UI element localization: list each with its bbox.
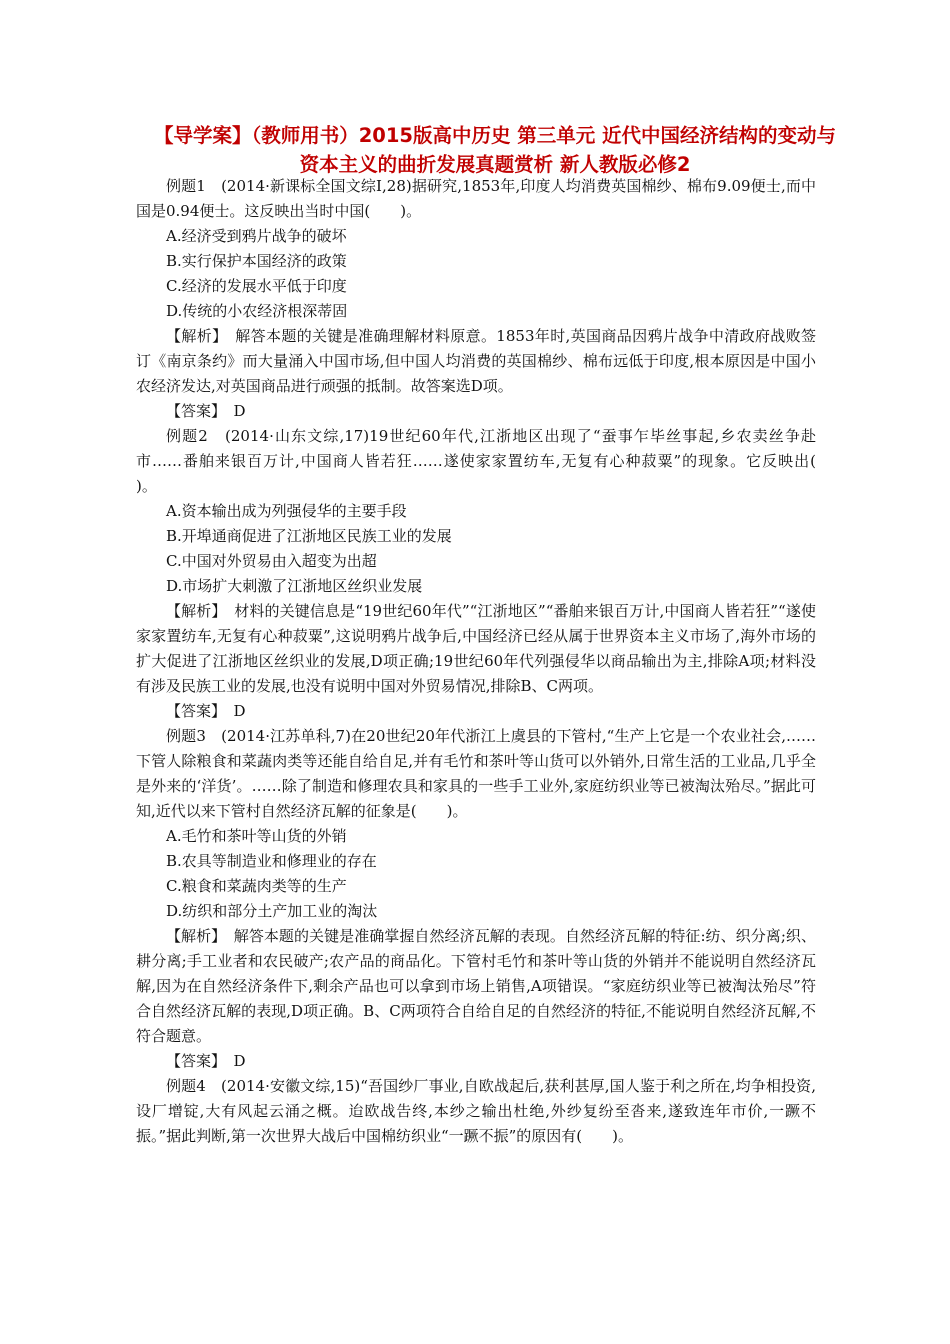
question-1-option-c: C.经济的发展水平低于印度 (166, 277, 347, 295)
question-2-option-d: D.市场扩大刺激了江浙地区丝织业发展 (166, 577, 423, 595)
question-1-option-a: A.经济受到鸦片战争的破坏 (166, 227, 347, 245)
question-3-option-a: A.毛竹和茶叶等山货的外销 (166, 827, 347, 845)
question-3-analysis: 【解析】 解答本题的关键是准确掌握自然经济瓦解的表现。自然经济瓦解的特征:纺、织分离;织、耕分离;手工业者和农民破产;农产品的商品化。下管村毛竹和茶叶等山货的外销并不能说明自然经济瓦解,因为在自然经济条件下,剩余产品也可以拿到市场上销售,A项错误。“家庭纺织业等已被淘汰殆尽”符合自然经济瓦解的表现,D项正确。B、C两项符合自给自足的自然经济的特征,不能说明自然经济瓦解,不符合题意。 (136, 927, 816, 1045)
question-1-option-d: D.传统的小农经济根深蒂固 (166, 302, 348, 320)
question-1-answer: 【答案】 D (166, 402, 246, 420)
question-2-stem: 例题2 (2014·山东文综,17)19世纪60年代,江浙地区出现了“蚕事乍毕丝事起,乡农卖丝争赴市……番舶来银百万计,中国商人皆若狂……遂使家家置纺车,无复有心种菽粟”的现象。它反映出( )。 (136, 427, 847, 495)
question-3-answer: 【答案】 D (166, 1052, 246, 1070)
question-1-stem: 例题1 (2014·新课标全国文综Ⅰ,28)据研究,1853年,印度人均消费英国棉纱、棉布9.09便士,而中国是0.94便士。这反映出当时中国( )。 (136, 177, 816, 220)
question-2-answer: 【答案】 D (166, 702, 246, 720)
question-3-option-d: D.纺织和部分土产加工业的淘汰 (166, 902, 378, 920)
question-3-option-b: B.农具等制造业和修理业的存在 (166, 852, 377, 870)
question-2-option-b: B.开埠通商促进了江浙地区民族工业的发展 (166, 527, 452, 545)
question-1-option-b: B.实行保护本国经济的政策 (166, 252, 347, 270)
question-2-option-c: C.中国对外贸易由入超变为出超 (166, 552, 377, 570)
question-3-stem: 例题3 (2014·江苏单科,7)在20世纪20年代浙江上虞县的下管村,“生产上它是一个农业社会,……下管人除粮食和菜蔬肉类等还能自给自足,并有毛竹和茶叶等山货可以外销外,日常生活的工业品,几乎全是外来的‘洋货’。……除了制造和修理农具和家具的一些手工业外,家庭纺织业等已被淘汰殆尽。”据此可知,近代以来下管村自然经济瓦解的征象是( )。 (136, 727, 816, 820)
document-title: 【导学案】（教师用书）2015版高中历史 第三单元 近代中国经济结构的变动与资本主义的曲折发展真题赏析 新人教版必修2 (153, 124, 837, 176)
question-3-option-c: C.粮食和菜蔬肉类等的生产 (166, 877, 347, 895)
question-2-analysis: 【解析】 材料的关键信息是“19世纪60年代”“江浙地区”“番舶来银百万计,中国商人皆若狂”“遂使家家置纺车,无复有心种菽粟”,这说明鸦片战争后,中国经济已经从属于世界资本主义市场了,海外市场的扩大促进了江浙地区丝织业的发展,D项正确;19世纪60年代列强侵华以商品输出为主,排除A项;材料没有涉及民族工业的发展,也没有说明中国对外贸易情况,排除B、C两项。 (136, 602, 816, 695)
question-1-analysis: 【解析】 解答本题的关键是准确理解材料原意。1853年时,英国商品因鸦片战争中清政府战败签订《南京条约》而大量涌入中国市场,但中国人均消费的英国棉纱、棉布远低于印度,根本原因是中国小农经济发达,对英国商品进行顽强的抵制。故答案选D项。 (136, 327, 816, 395)
question-4-stem: 例题4 (2014·安徽文综,15)“吾国纱厂事业,自欧战起后,获利甚厚,国人鉴于利之所在,均争相投资,设厂增锭,大有风起云涌之概。迨欧战告终,本纱之输出杜绝,外纱复纷至沓来,遂致连年市价,一蹶不振。”据此判断,第一次世界大战后中国棉纺织业“一蹶不振”的原因有( )。 (136, 1077, 816, 1145)
document-body (136, 174, 847, 1149)
question-2-option-a: A.资本输出成为列强侵华的主要手段 (166, 502, 407, 520)
